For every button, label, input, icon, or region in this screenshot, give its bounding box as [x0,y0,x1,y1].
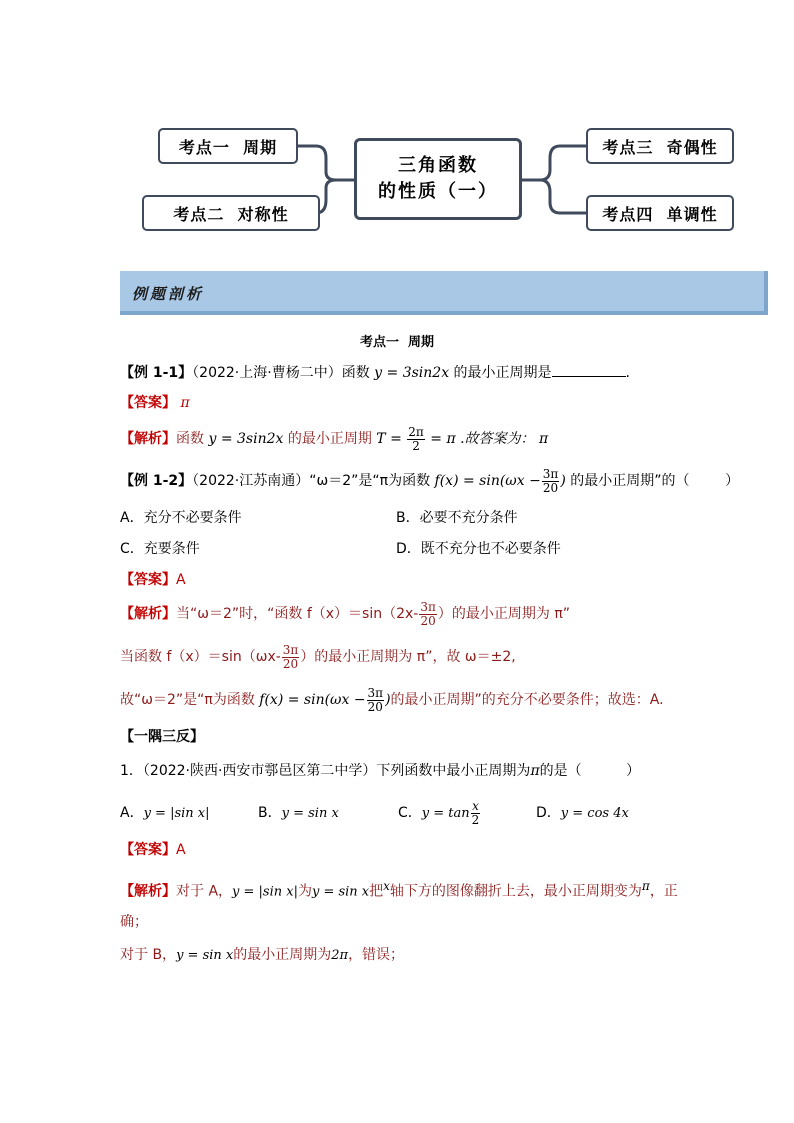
example-1-1-answer [120,393,190,413]
analysis-text: 当“ω＝2”时，“函数 f（x）＝sin（2x- [176,606,419,622]
question-text: 1．（2022·陕西·西安市鄠邑区第二中学）下列函数中最小正周期为 [120,763,531,779]
formula: f(x) = sin(ωx − [434,473,541,489]
analysis-text: 故“ω＝2”是“π为函数 [120,692,255,708]
mindmap-node-parity [586,128,734,164]
option-a [120,798,258,829]
mindmap-center-line1: 三角函数 [398,155,478,176]
answer-tag: 【答案】 [120,572,176,588]
practice-q1-answer [120,840,186,860]
section-title: 考点一 周期 [360,335,435,350]
mindmap-node-period [158,128,298,164]
denominator: 20 [367,699,383,714]
formula: y = 3sin2x [374,365,450,381]
option-b [258,798,398,829]
analysis-text: 函数 [176,431,204,447]
answer-tag: 【答案】 [120,395,176,411]
practice-q1-options [120,798,629,829]
analysis-text: ，错误； [348,947,405,963]
option-a: A．充分不必要条件 [120,510,242,526]
analysis-text: 的最小正周期”的充分不必要条件；故选：A. [390,692,664,708]
option-b: B．必要不充分条件 [396,510,518,526]
analysis-text: 对于 A， [176,883,233,900]
numerator: 3π [367,685,384,700]
banner-title: 例题剖析 [132,285,205,303]
example-1-1-question [120,362,630,383]
denominator: 20 [542,480,559,495]
answer-value: A [176,572,186,588]
formula: y = |sin x| [143,806,210,821]
example-1-2-analysis-line3 [120,683,664,717]
fraction [367,687,385,714]
analysis-text: 对于 B， [120,947,177,963]
mindmap-center-node [354,138,522,220]
practice-q1-analysis-line3 [120,945,404,966]
formula: y = tan [421,806,470,821]
analysis-text: 为 [297,883,312,900]
fraction [407,426,425,453]
option-c: C．充要条件 [120,541,200,557]
option-d [536,798,629,829]
example-source: （2022·上海·曹杨二中）函数 [192,365,370,381]
formula: π [539,431,549,447]
formula: y = sin x [281,806,339,821]
analysis-text: ）的最小正周期为 π” [437,606,571,622]
example-1-2-answer [120,570,186,590]
mindmap-center-line2: 的性质（一） [378,181,498,202]
mindmap-node-label: 考点二 对称性 [173,204,289,224]
example-1-2-analysis-line1 [120,597,570,631]
practice-q1-analysis-line1 [120,876,678,903]
denominator: 20 [420,613,436,628]
denominator: 20 [282,656,299,671]
option-d: D．既不充分也不必要条件 [396,541,561,557]
mindmap-node-label: 考点四 单调性 [602,204,718,224]
denominator: 2 [471,812,480,827]
formula: ) [560,473,566,489]
section-banner [120,271,768,315]
question-text: 的是（ ） [539,763,641,779]
analysis-text: 轴下方的图像翻折上去，最小正周期变为 [389,883,642,900]
analysis-text: ）的最小正周期为 π”，故 ω＝±2, [300,649,516,665]
mindmap-node-symmetry [142,195,320,231]
fraction [471,800,481,827]
formula: x [383,879,390,893]
numerator: 3π [282,642,299,657]
mindmap-node-label: 考点三 奇偶性 [602,137,718,157]
option-label: B． [258,805,282,821]
analysis-tag: 【解析】 [120,883,176,900]
example-1-2-question [120,466,739,496]
mindmap-node-label: 考点一 周期 [178,137,278,157]
period-mark: . [625,365,630,381]
example-tag: 【例 1-1】 [120,365,193,381]
option-c [398,798,536,829]
example-1-2-analysis-line2 [120,640,516,674]
example-1-1-analysis [120,424,548,454]
example-tag: 【例 1-2】 [120,473,193,489]
analysis-text: 的最小正周期 [287,431,372,447]
option-label: D． [536,805,561,821]
question-text: （2022·江苏南通）“ω＝2”是“π为函数 [192,473,431,489]
formula: T = [376,431,402,447]
answer-value: A [176,842,186,858]
numerator: 3π [420,599,436,614]
practice-q1-analysis-line2: 确； [120,914,148,930]
question-text: 的最小正周期”的（ ） [570,473,740,489]
question-text: 的最小正周期是 [453,365,552,381]
fraction [282,644,300,671]
answer-value: π [180,395,190,411]
formula: y = sin x [176,948,234,963]
analysis-tag: 【解析】 [120,431,176,447]
analysis-text: 的最小正周期为 [233,947,332,963]
numerator: 3π [542,466,559,481]
option-label: A． [120,805,144,821]
analysis-tag: 【解析】 [120,606,176,622]
answer-tag: 【答案】 [120,842,176,858]
formula: y = sin x [311,884,370,900]
fraction [542,468,560,495]
analysis-text: 当函数 f（x）＝sin（ωx- [120,649,281,665]
analysis-text: ，正 [649,883,678,900]
analysis-text: 把 [369,883,384,900]
formula: f(x) = sin(ωx − [259,692,366,708]
formula: y = 3sin2x [208,431,284,447]
formula: y = |sin x| [232,884,298,900]
formula: 2π [331,948,349,963]
formula: ) [385,692,391,708]
formula: π [641,879,650,893]
denominator: 2 [412,438,420,453]
option-label: C． [398,805,422,821]
numerator: 2π [408,424,424,439]
answer-blank [552,362,626,377]
mindmap-node-monotonicity [586,195,734,231]
practice-q1 [120,761,640,781]
formula: π [530,763,540,779]
formula: = π .故答案为： [430,431,535,447]
fraction [419,601,437,628]
practice-heading: 【一隅三反】 [120,729,204,745]
formula: y = cos 4x [560,806,629,821]
numerator: x [472,798,479,813]
